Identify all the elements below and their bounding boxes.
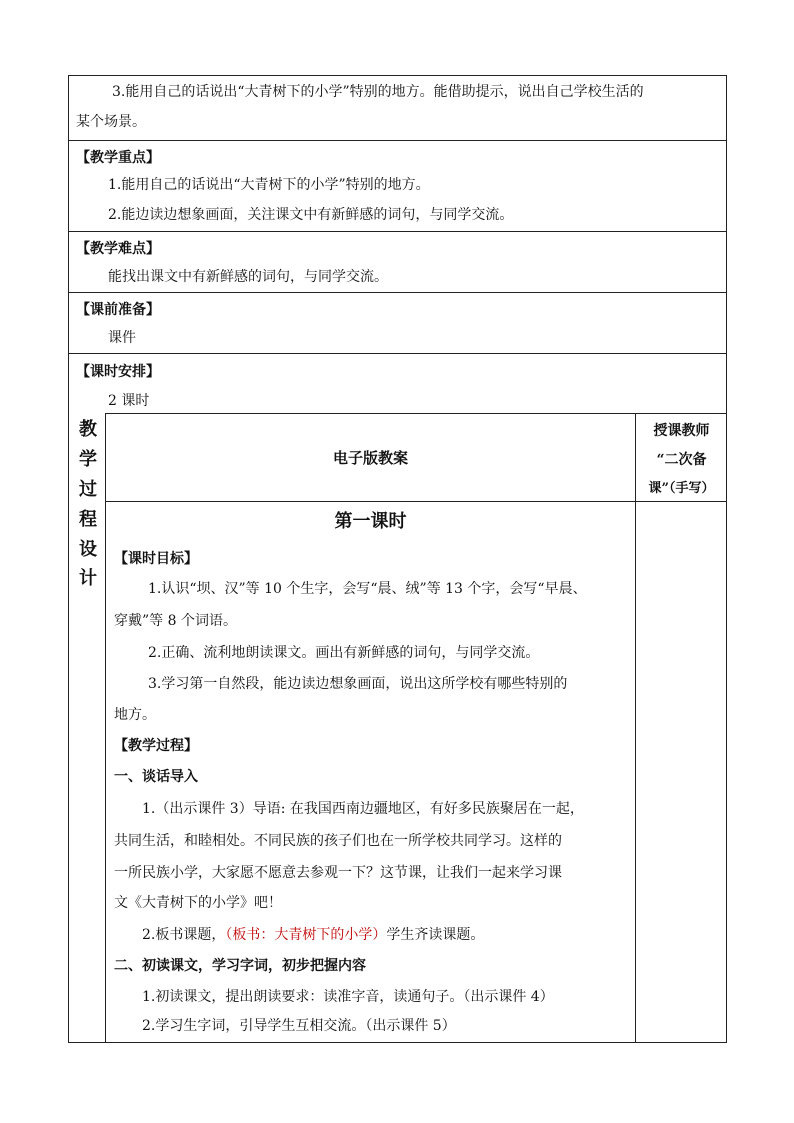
section-2-heading: 二、初读课文，学习字词，初步把握内容 xyxy=(114,958,366,974)
row-divider xyxy=(105,413,727,414)
side-column-header: 授课教师 xyxy=(653,423,710,439)
process-label-char: 计 xyxy=(79,568,97,589)
schedule-heading: 【课时安排】 xyxy=(76,364,160,380)
process-label-char: 过 xyxy=(79,479,97,500)
section-1-paragraph-1: 一所民族小学，大家愿不愿意去参观一下？这节课，让我们一起来学习课 xyxy=(114,865,562,881)
key-point-item: 1.能用自己的话说出“大青树下的小学”特别的地方。 xyxy=(108,177,430,193)
row-divider xyxy=(68,353,727,354)
difficulties-text: 能找出课文中有新鲜感的词句，与同学交流。 xyxy=(108,269,388,285)
main-column-header: 电子版教案 xyxy=(332,449,408,467)
schedule-text: 2 课时 xyxy=(108,393,150,409)
process-label-char: 学 xyxy=(79,449,97,470)
process-label-char: 教 xyxy=(79,419,97,440)
objective-3-line1: 3.能用自己的话说出“大青树下的小学”特别的地方。能借助提示，说出自己学校生活的 xyxy=(112,84,644,100)
section-1-paragraph-2 xyxy=(142,920,484,950)
section-2-paragraph-1: 1.初读课文，提出朗读要求：读准字音，读通句子。（出示课件 4） xyxy=(142,989,554,1005)
side-column-divider xyxy=(635,413,636,1043)
section-1-paragraph-1: 1.（出示课件 3）导语: 在我国西南边疆地区，有好多民族聚居在一起， xyxy=(142,801,584,817)
row-divider xyxy=(68,231,727,232)
goal-3-line1: 3.学习第一自然段，能边读边想象画面，说出这所学校有哪些特别的 xyxy=(148,676,568,692)
difficulties-heading: 【教学难点】 xyxy=(76,241,160,257)
row-divider xyxy=(68,140,727,141)
goals-heading: 【课时目标】 xyxy=(114,551,198,567)
key-point-item: 2.能边读边想象画面，关注课文中有新鲜感的词句，与同学交流。 xyxy=(108,207,514,223)
objective-3-line2: 某个场景。 xyxy=(76,114,146,130)
section-1-paragraph-1: 共同生活，和睦相处。不同民族的孩子们也在一所学校共同学习。这样的 xyxy=(114,833,562,849)
row-divider xyxy=(105,501,727,502)
goal-3-line2: 地方。 xyxy=(114,707,156,723)
goal-2: 2.正确、流利地朗读课文。画出有新鲜感的词句，与同学交流。 xyxy=(148,645,540,661)
board-note: （板书：大青树下的小学） xyxy=(225,927,387,943)
process-label-char: 程 xyxy=(79,509,97,530)
goal-1-line2: 穿戴”等 8 个词语。 xyxy=(114,613,237,629)
section-2-paragraph-2: 2.学习生字词，引导学生互相交流。（出示课件 5） xyxy=(142,1018,456,1034)
lesson-title: 第一课时 xyxy=(334,511,407,532)
section-1-heading: 一、谈话导入 xyxy=(114,769,198,785)
side-column-header: “二次备 xyxy=(656,452,707,468)
row-divider xyxy=(68,292,727,293)
side-column-header: 课”（手写） xyxy=(648,481,715,496)
process-heading: 【教学过程】 xyxy=(114,738,198,754)
preparation-heading: 【课前准备】 xyxy=(76,302,160,318)
section-1-paragraph-1: 文《大青树下的小学》吧！ xyxy=(114,895,282,911)
key-points-heading: 【教学重点】 xyxy=(76,150,160,166)
goal-1-line1: 1.认识“坝、汉”等 10 个生字，会写“晨、绒”等 13 个字，会写“早晨、 xyxy=(148,581,587,597)
preparation-text: 课件 xyxy=(108,330,136,346)
process-label-char: 设 xyxy=(79,539,97,560)
board-prefix: 2.板书课题， xyxy=(142,927,226,943)
board-suffix: 学生齐读课题。 xyxy=(386,927,485,943)
